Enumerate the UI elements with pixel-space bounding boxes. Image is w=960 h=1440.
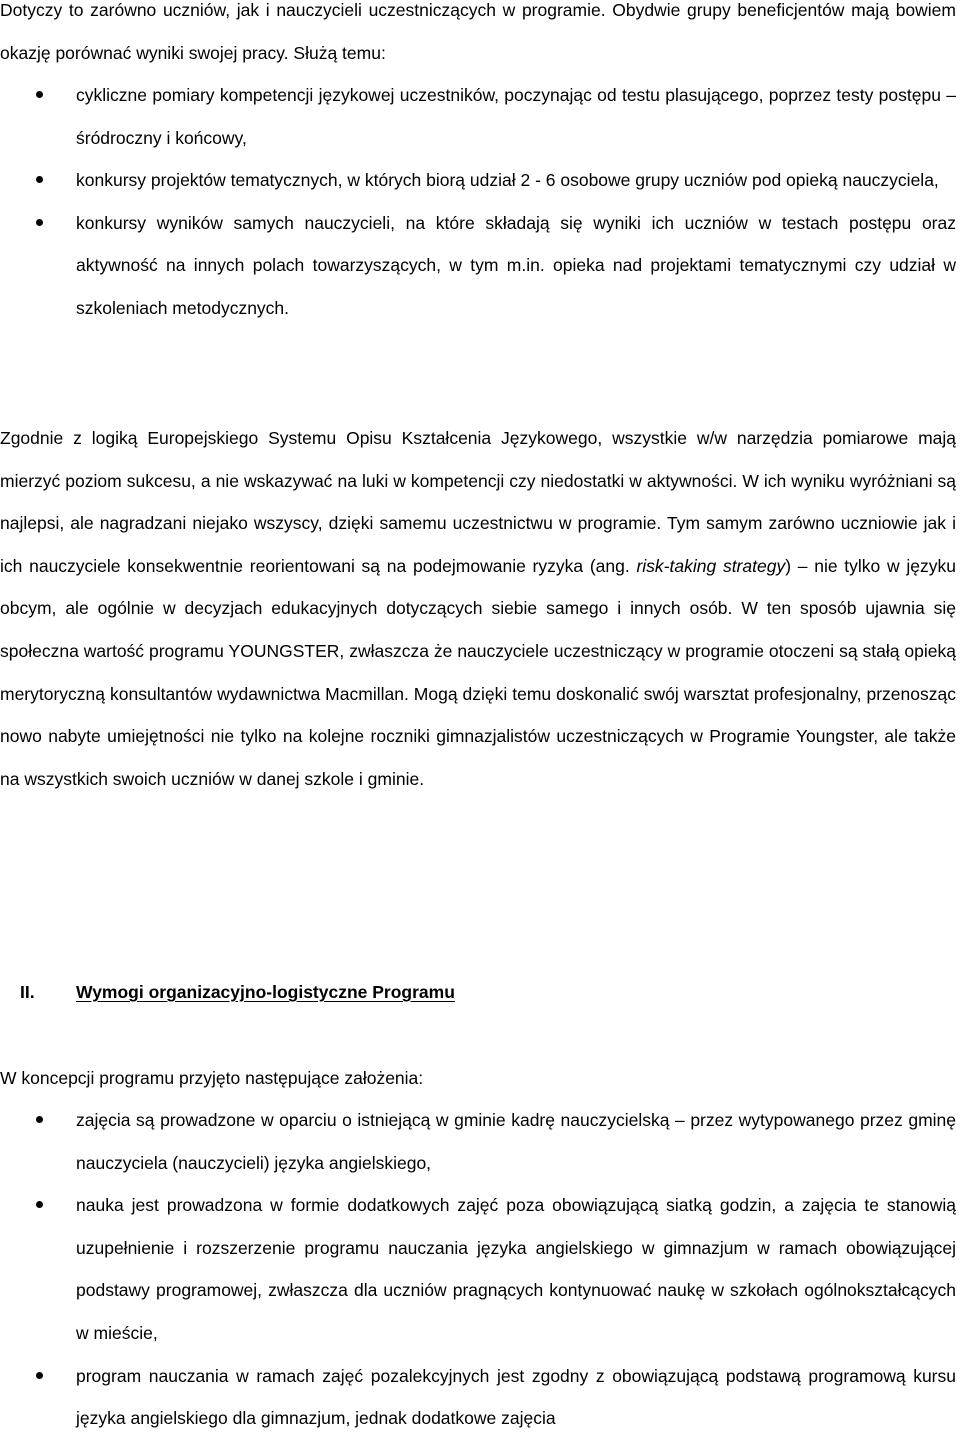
- assumptions-intro: W koncepcji programu przyjęto następujące założenia:: [0, 1068, 424, 1088]
- intro-text: Dotyczy to zarówno uczniów, jak i nauczycieli uczestniczących w programie. Obydwie grupy beneficjentów mają bowiem okazję porównać wyniki swojej pracy. Służą temu:: [0, 0, 956, 63]
- bullet-icon: [36, 1116, 43, 1123]
- list-item: program nauczania w ramach zajęć pozalekcyjnych jest zgodny z obowiązującą podstawą programową kursu języka angielskiego dla gimnazjum, jednak dodatkowe zajęcia: [0, 1355, 956, 1440]
- list-item: nauka jest prowadzona w formie dodatkowych zajęć poza obowiązującą siatką godzin, a zajęcia te stanowią uzupełnienie i rozszerzenie programu nauczania języka angielskiego w gimnazjum w ramach obowiązującej podstawy programowej, zwłaszcza dla uczniów pragnących kontynuować naukę w szkołach ogólnokształcących w mieście,: [0, 1184, 956, 1354]
- bullet-icon: [36, 219, 43, 226]
- list-item: cykliczne pomiary kompetencji językowej uczestników, poczynając od testu plasującego, poprzez testy postępu – śródroczny i końcowy,: [0, 74, 956, 159]
- intro-paragraph: [0, 0, 956, 74]
- list-item: konkursy projektów tematycznych, w których biorą udział 2 - 6 osobowe grupy uczniów pod opieką nauczyciela,: [0, 159, 956, 202]
- assumptions-list: [0, 1099, 956, 1440]
- section-number: II.: [20, 982, 35, 1002]
- bullet-icon: [36, 176, 43, 183]
- section-title: Wymogi organizacyjno-logistyczne Programu: [76, 982, 455, 1002]
- list-item: zajęcia są prowadzone w oparciu o istniejącą w gminie kadrę nauczycielską – przez wytypowanego przez gminę nauczyciela (nauczycieli) języka angielskiego,: [0, 1099, 956, 1184]
- bullet-icon: [36, 91, 43, 98]
- bullet-icon: [36, 1372, 43, 1379]
- list-item: konkursy wyników samych nauczycieli, na które składają się wyniki ich uczniów w testach postępu oraz aktywność na innych polach towarzyszących, w tym m.in. opieka nad projektami tematycznymi czy udział w szkoleniach metodycznych.: [0, 202, 956, 330]
- bullet-icon: [36, 1201, 43, 1208]
- benefits-list: [0, 74, 956, 330]
- italic-term: risk-taking strategy: [636, 555, 786, 576]
- body-paragraph: Zgodnie z logiką Europejskiego Systemu Opisu Kształcenia Językowego, wszystkie w/w narzędzia pomiarowe mają mierzyć poziom sukcesu, a nie wskazywać na luki w kompetencji czy niedostatki w aktywności. W ich wyniku wyróżniani są najlepsi, ale nagradzani niejako wszyscy, dzięki samemu uczestnictwu w programie. Tym samym zarówno uczniowie jak i ich nauczyciele konsekwentnie reorientowani są na podejmowanie ryzyka (ang. risk-taking strategy) – nie tylko w języku obcym, ale ogólnie w decyzjach edukacyjnych dotyczących siebie samego i innych osób. W ten sposób ujawnia się społeczna wartość programu YOUNGSTER, zwłaszcza że nauczyciele uczestniczący w programie otoczeni są stałą opieką merytoryczną konsultantów wydawnictwa Macmillan. Mogą dzięki temu doskonalić swój warsztat profesjonalny, przenosząc nowo nabyte umiejętności nie tylko na kolejne roczniki gimnazjalistów uczestniczących w Programie Youngster, ale także na wszystkich swoich uczniów w danej szkole i gminie.: [0, 428, 956, 789]
